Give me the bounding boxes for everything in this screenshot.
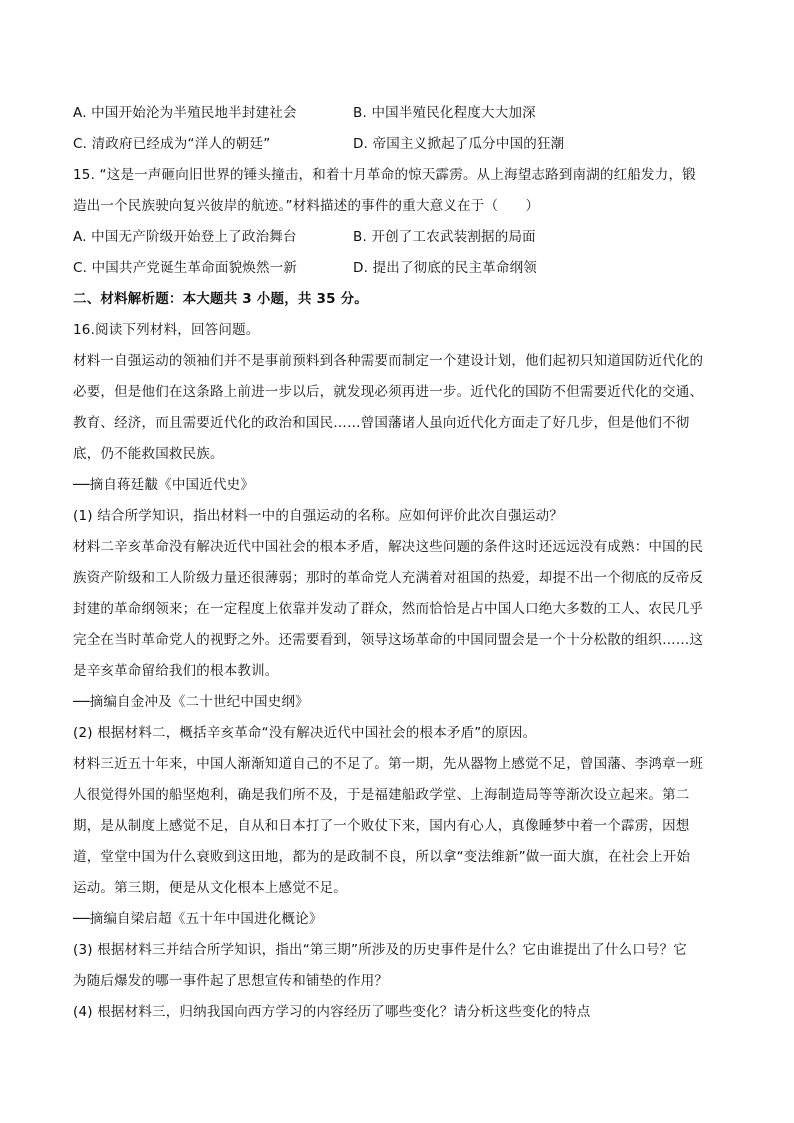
material-3-line: 人很觉得外国的船坚炮利，确是我们所不及，于是福建船政学堂、上海制造局等等渐次设立起来。第二 xyxy=(73,787,690,803)
material-3-line: 运动。第三期，便是从文化根本上感觉不足。 xyxy=(73,880,347,896)
q16-intro: 16.阅读下列材料，回答问题。 xyxy=(73,322,260,338)
sub-question-2: (2) 根据材料二，概括辛亥革命“没有解决近代中国社会的根本矛盾”的原因。 xyxy=(73,725,537,741)
material-2-line: 是辛亥革命留给我们的根本教训。 xyxy=(73,663,279,679)
sub-question-1: (1) 结合所学知识，指出材料一中的自强运动的名称。应如何评价此次自强运动？ xyxy=(73,508,564,524)
q14-option-a: A. 中国开始沦为半殖民地半封建社会 xyxy=(73,105,297,121)
material-1-line: 必要，但是他们在这条路上前进一步以后，就发现必须再进一步。近代化的国防不但需要近代化的交通、 xyxy=(73,384,704,400)
material-1-line: 材料一自强运动的领袖们并不是事前预料到各种需要而制定一个建设计划，他们起初只知道国防近代化的 xyxy=(73,353,704,369)
material-1-source: ──摘自蒋廷黻《中国近代史》 xyxy=(73,477,255,493)
section-heading: 二、材料解析题：本大题共 3 小题，共 35 分。 xyxy=(73,291,368,307)
material-3-line: 材料三近五十年来，中国人渐渐知道自己的不足了。第一期，先从器物上感觉不足，曾国藩、李鸿章一班 xyxy=(73,756,704,772)
material-1-line: 底，仍不能救国救民族。 xyxy=(73,446,224,462)
q15-stem-line-2: 造出一个民族驶向复兴彼岸的航迹。”材料描述的事件的重大意义在于（ ） xyxy=(73,198,540,214)
q15-option-a: A. 中国无产阶级开始登上了政治舞台 xyxy=(73,229,297,245)
q14-option-c: C. 清政府已经成为“洋人的朝廷” xyxy=(73,136,271,152)
material-3-source: ──摘编自梁启超《五十年中国进化概论》 xyxy=(73,911,323,927)
material-1-line: 教育、经济，而且需要近代化的政治和国民……曾国藩诸人虽向近代化方面走了好几步，但是他们不彻 xyxy=(73,415,690,431)
material-2-line: 族资产阶级和工人阶级力量还很薄弱；那时的革命党人充满着对祖国的热爱，却提不出一个彻底的反帝反 xyxy=(73,570,704,586)
q14-option-b: B. 中国半殖民化程度大大加深 xyxy=(353,105,536,121)
material-2-line: 材料二辛亥革命没有解决近代中国社会的根本矛盾，解决这些问题的条件这时还远远没有成熟：中国的民 xyxy=(73,539,704,555)
sub-question-3-line: 为随后爆发的哪一事件起了思想宣传和铺垫的作用？ xyxy=(73,973,389,989)
material-2-line: 完全在当时革命党人的视野之外。还需要看到，领导这场革命的中国同盟会是一个十分松散的组织……这 xyxy=(73,632,704,648)
sub-question-3-line: (3) 根据材料三并结合所学知识，指出“第三期”所涉及的历史事件是什么？它由谁提出了什么口号？它 xyxy=(73,942,688,958)
material-2-line: 封建的革命纲领来；在一定程度上依靠并发动了群众，然而恰恰是占中国人口绝大多数的工人、农民几乎 xyxy=(73,601,704,617)
q14-option-d: D. 帝国主义掀起了瓜分中国的狂潮 xyxy=(353,136,565,152)
q15-option-d: D. 提出了彻底的民主革命纲领 xyxy=(353,260,537,276)
material-3-line: 期，是从制度上感觉不足，自从和日本打了一个败仗下来，国内有心人，真像睡梦中着一个霹雳，因想 xyxy=(73,818,690,834)
q15-option-c: C. 中国共产党诞生革命面貌焕然一新 xyxy=(73,260,298,276)
material-3-line: 道，堂堂中国为什么衰败到这田地，都为的是政制不良，所以拿“变法维新”做一面大旗，在社会上开始 xyxy=(73,849,691,865)
sub-question-4: (4) 根据材料三，归纳我国向西方学习的内容经历了哪些变化？请分析这些变化的特点 xyxy=(73,1004,591,1020)
q15-option-b: B. 开创了工农武装割据的局面 xyxy=(353,229,536,245)
material-2-source: ──摘编自金冲及《二十世纪中国史纲》 xyxy=(73,694,309,710)
q15-stem-line-1: 15. “这是一声砸向旧世界的锤头撞击，和着十月革命的惊天霹雳。从上海望志路到南湖的红船发力，锻 xyxy=(73,167,696,183)
